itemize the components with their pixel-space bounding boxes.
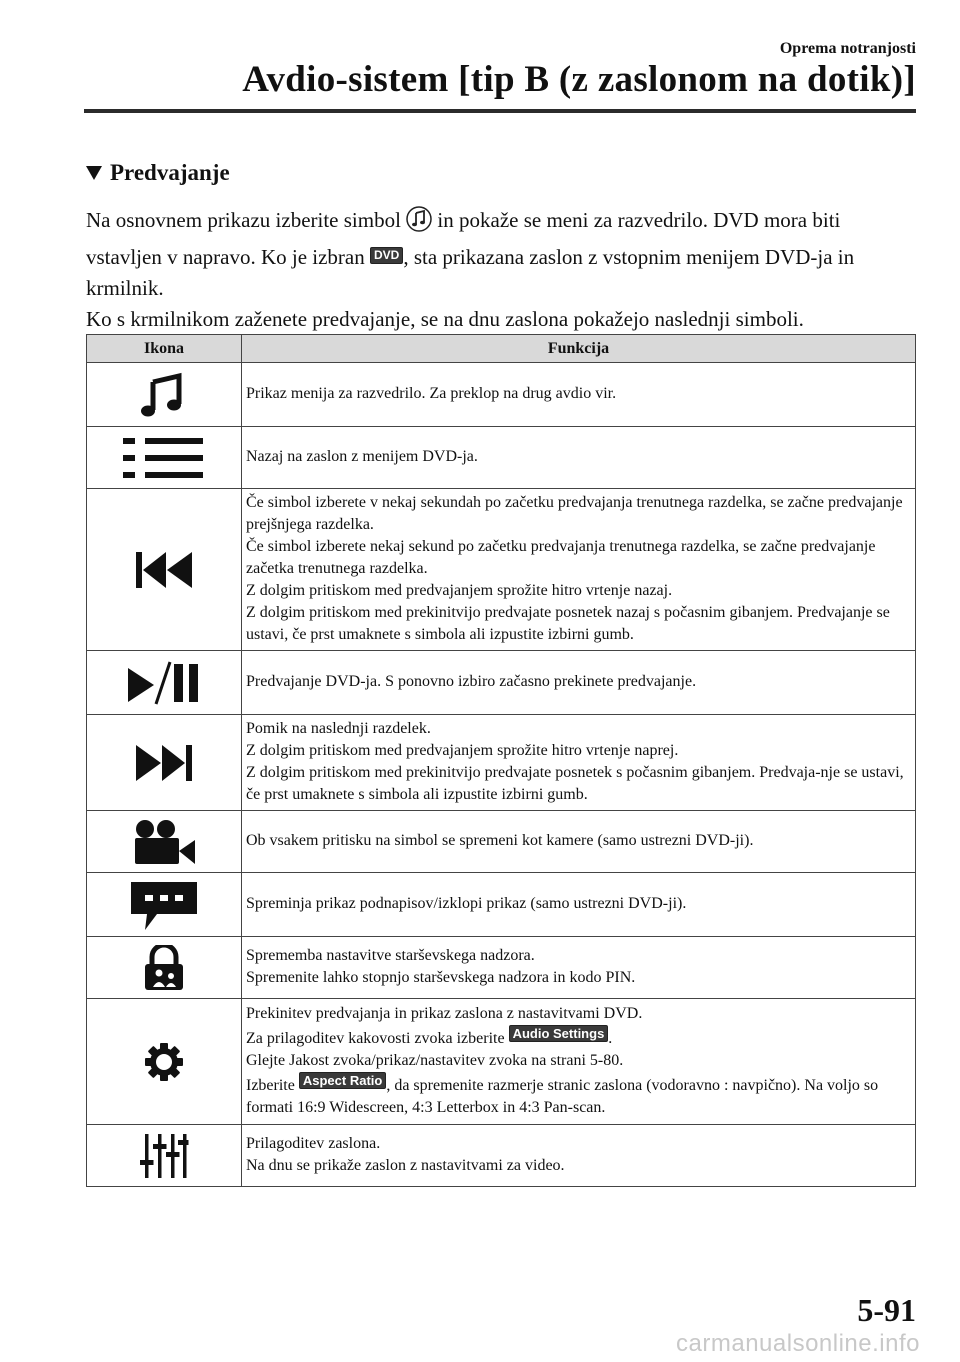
audio-settings-button-label: Audio Settings (509, 1025, 609, 1042)
music-note-icon (139, 370, 189, 420)
page-number: 5-91 (857, 1292, 916, 1328)
function-text: Z dolgim pritiskom med predvajanjem sprožite hitro vrtenje nazaj. (246, 582, 673, 599)
settings-gear-icon (144, 1042, 184, 1082)
equalizer-sliders-icon (139, 1132, 189, 1180)
table-row (87, 489, 916, 651)
header-divider (84, 109, 916, 113)
table-row (87, 363, 916, 427)
section-heading (86, 160, 230, 186)
parental-lock-icon (142, 945, 186, 991)
watermark-text: carmanualsonline.info (676, 1330, 920, 1357)
function-text: Če simbol izberete v nekaj sekundah po začetku predvajanja trenutnega razdelka, se začne predvajanje prejšnjega razdelka. (246, 494, 903, 533)
function-text: Prikaz menija za razvedrilo. Za preklop na drug avdio vir. (246, 385, 617, 402)
subtitles-icon (129, 878, 199, 932)
intro-text (86, 205, 918, 335)
music-note-icon (406, 205, 432, 242)
table-row (87, 873, 916, 937)
table-row (87, 937, 916, 999)
function-text: Na dnu se prikaže zaslon z nastavitvami za video. (246, 1157, 565, 1174)
list-menu-icon (123, 434, 205, 482)
camera-angle-icon (131, 818, 197, 866)
function-text: Glejte Jakost zvoka/prikaz/nastavitev zvoka na strani 5-80. (246, 1052, 624, 1069)
function-text: Sprememba nastavitve starševskega nadzora. (246, 947, 535, 964)
function-text: Z dolgim pritiskom med prekinitvijo predvajate posnetek nazaj s počasnim gibanjem. Predvajanje se ustavi, če prst umaknete s simbola ali izpustite izbirni gumb. (246, 604, 890, 643)
header-section-label: Oprema notranjosti (779, 40, 916, 57)
function-text: Pomik na naslednji razdelek. (246, 720, 431, 737)
function-text: Ob vsakem pritisku na simbol se spremeni kot kamere (samo ustrezni DVD-ji). (246, 832, 754, 849)
table-header-row (87, 335, 916, 363)
table-row (87, 1125, 916, 1187)
column-header-function: Funkcija (242, 335, 916, 363)
function-text: Prilagoditev zaslona. (246, 1135, 381, 1152)
table-row (87, 651, 916, 715)
function-text: Z dolgim pritiskom med predvajanjem sprožite hitro vrtenje naprej. (246, 742, 679, 759)
table-row (87, 715, 916, 811)
function-text: Če simbol izberete nekaj sekund po začetku predvajanja trenutnega razdelka, se začne predvajanje začetka trenutnega razdelka. (246, 538, 876, 577)
page-title: Avdio-sistem [tip B (z zaslonom na dotik)] (242, 59, 916, 100)
triangle-marker-icon (86, 166, 102, 180)
play-pause-icon (126, 660, 202, 706)
table-row (87, 427, 916, 489)
table-row (87, 811, 916, 873)
function-text: Za prilagoditev kakovosti zvoka izberite Audio Settings . (246, 1026, 613, 1047)
aspect-ratio-button-label: Aspect Ratio (299, 1072, 386, 1089)
dvd-button-label: DVD (370, 247, 403, 264)
function-text: Predvajanje DVD-ja. S ponovno izbiro začasno prekinete predvajanje. (246, 673, 697, 690)
function-text: Spreminja prikaz podnapisov/izklopi prikaz (samo ustrezni DVD-ji). (246, 895, 687, 912)
table-row (87, 999, 916, 1125)
section-heading-text: Predvajanje (110, 160, 230, 185)
column-header-icon: Ikona (87, 335, 242, 363)
function-text: Spremenite lahko stopnjo starševskega nadzora in kodo PIN. (246, 969, 636, 986)
function-text: Z dolgim pritiskom med prekinitvijo predvajate posnetek s počasnim gibanjem. Predvaja-nje se ustavi, če prst umaknete s simbola ali izpustite izbirni gumb. (246, 764, 904, 803)
skip-next-icon (134, 743, 194, 783)
intro-paragraph-1: Na osnovnem prikazu izberite simbol in pokaže se meni za razvedrilo. DVD mora biti vstavljen v napravo. Ko je izbran DVD , sta prikazana zaslon z vstopnim menijem DVD-ja in krmilnik. (86, 205, 918, 304)
function-text: Prekinitev predvajanja in prikaz zaslona z nastavitvami DVD. (246, 1005, 643, 1022)
intro-paragraph-2: Ko s krmilnikom zaženete predvajanje, se na dnu zaslona pokažejo naslednji simboli. (86, 307, 804, 331)
function-text: Izberite Aspect Ratio , da spremenite razmerje stranic zaslona (vodoravno : navpično). Na voljo so formati 16:9 Widescreen, 4:3 Letterbox in 4:3 Pan-scan. (246, 1073, 879, 1116)
function-text: Nazaj na zaslon z menijem DVD-ja. (246, 448, 478, 465)
icon-function-table (86, 334, 916, 1187)
skip-previous-icon (134, 550, 194, 590)
